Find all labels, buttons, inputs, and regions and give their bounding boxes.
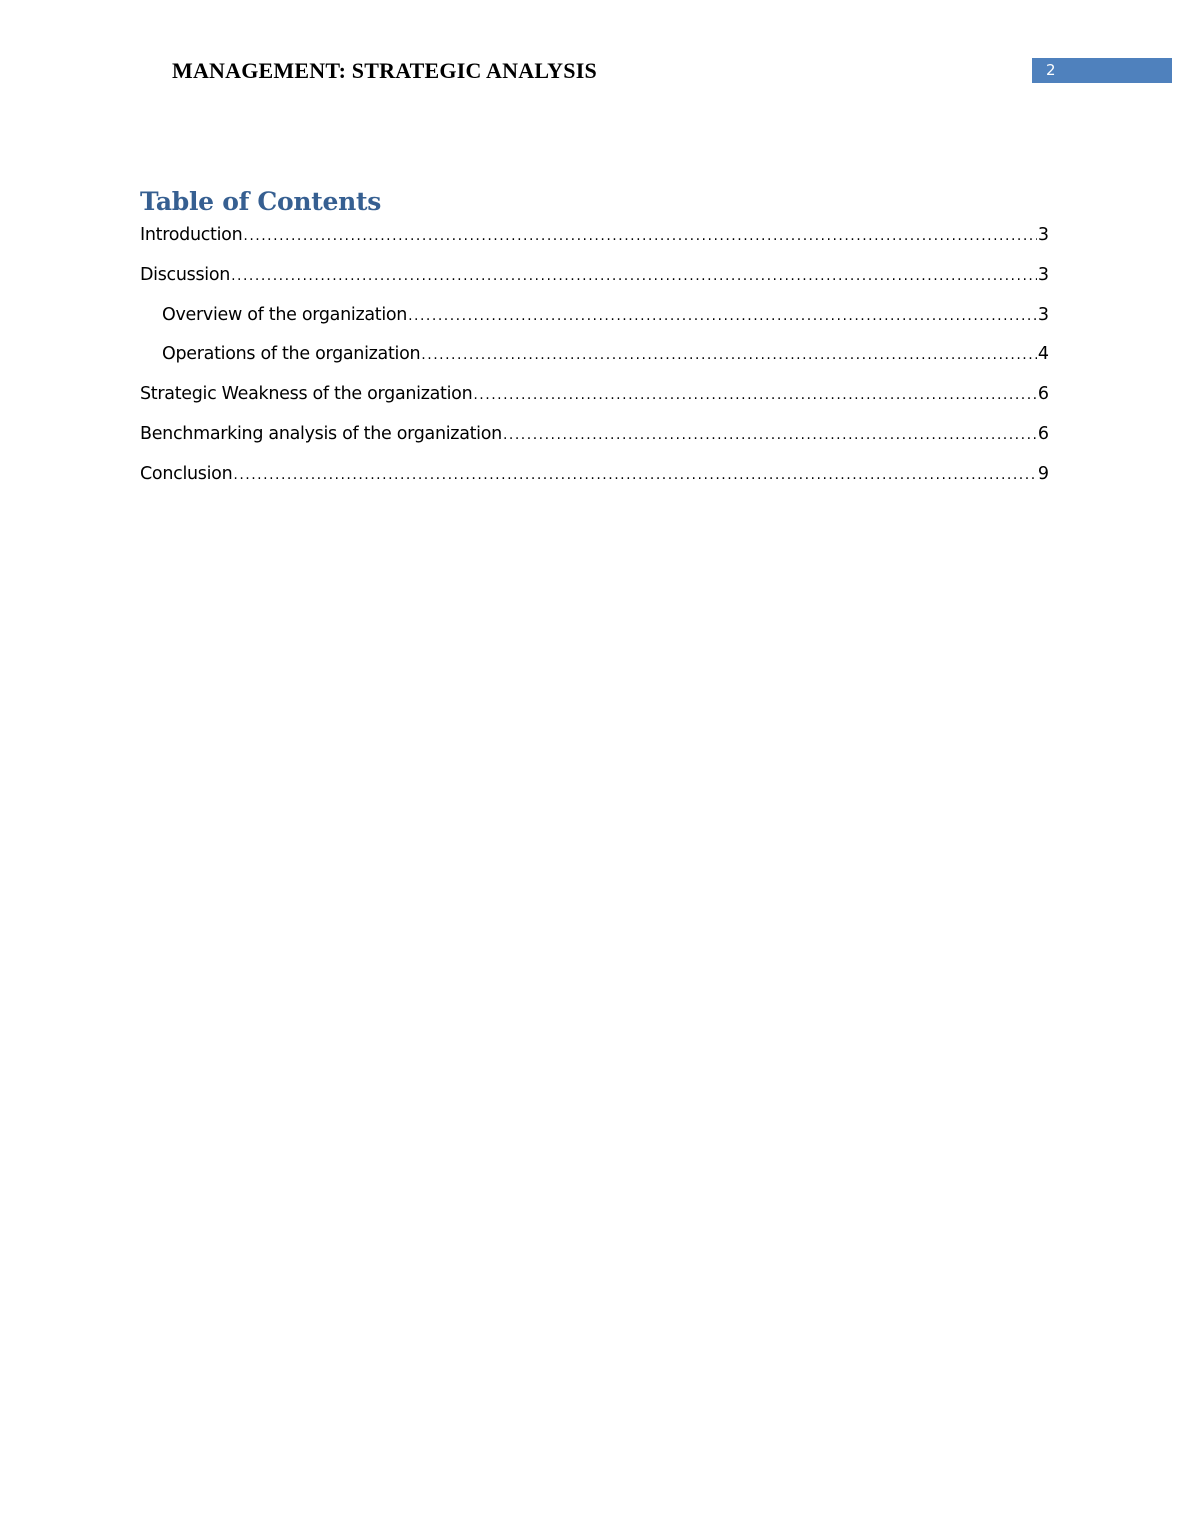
dot-leader <box>408 303 1037 330</box>
toc-entry-strategic-weakness[interactable] <box>140 381 1049 421</box>
toc-heading: Table of Contents <box>140 187 382 216</box>
toc-entry-page: 9 <box>1037 463 1049 484</box>
toc-entry-conclusion[interactable] <box>140 461 1049 501</box>
toc-entry-discussion[interactable] <box>140 262 1049 302</box>
toc-entry-page: 4 <box>1037 344 1049 365</box>
toc-entry-label: Overview of the organization <box>162 304 408 325</box>
toc-entry-label: Introduction <box>140 225 243 245</box>
dot-leader <box>473 382 1037 409</box>
dot-leader <box>231 263 1037 290</box>
toc-entry-operations[interactable] <box>140 341 1049 381</box>
toc-entry-label: Discussion <box>140 264 231 285</box>
toc-entry-label: Conclusion <box>140 463 233 484</box>
toc-entry-label: Strategic Weakness of the organization <box>140 384 473 405</box>
dot-leader <box>421 342 1037 369</box>
toc-entry-overview[interactable] <box>140 302 1049 342</box>
toc-entry-page: 6 <box>1037 384 1049 405</box>
toc-entry-page: 3 <box>1037 304 1049 325</box>
toc-entry-page: 3 <box>1037 264 1049 285</box>
toc-entry-benchmarking[interactable] <box>140 421 1049 461</box>
toc-entry-page: 3 <box>1037 225 1049 245</box>
table-of-contents <box>140 184 1049 501</box>
dot-leader <box>243 223 1036 250</box>
page-number: 2 <box>1046 61 1056 79</box>
toc-entry-page: 6 <box>1037 423 1049 444</box>
dot-leader <box>233 462 1036 489</box>
toc-list <box>140 222 1049 501</box>
toc-entry-label: Operations of the organization <box>162 344 421 365</box>
running-header-title: MANAGEMENT: STRATEGIC ANALYSIS <box>172 58 597 83</box>
toc-entry-introduction[interactable] <box>140 222 1049 262</box>
dot-leader <box>503 422 1037 449</box>
page-number-badge <box>1032 58 1172 83</box>
toc-entry-label: Benchmarking analysis of the organization <box>140 423 502 444</box>
